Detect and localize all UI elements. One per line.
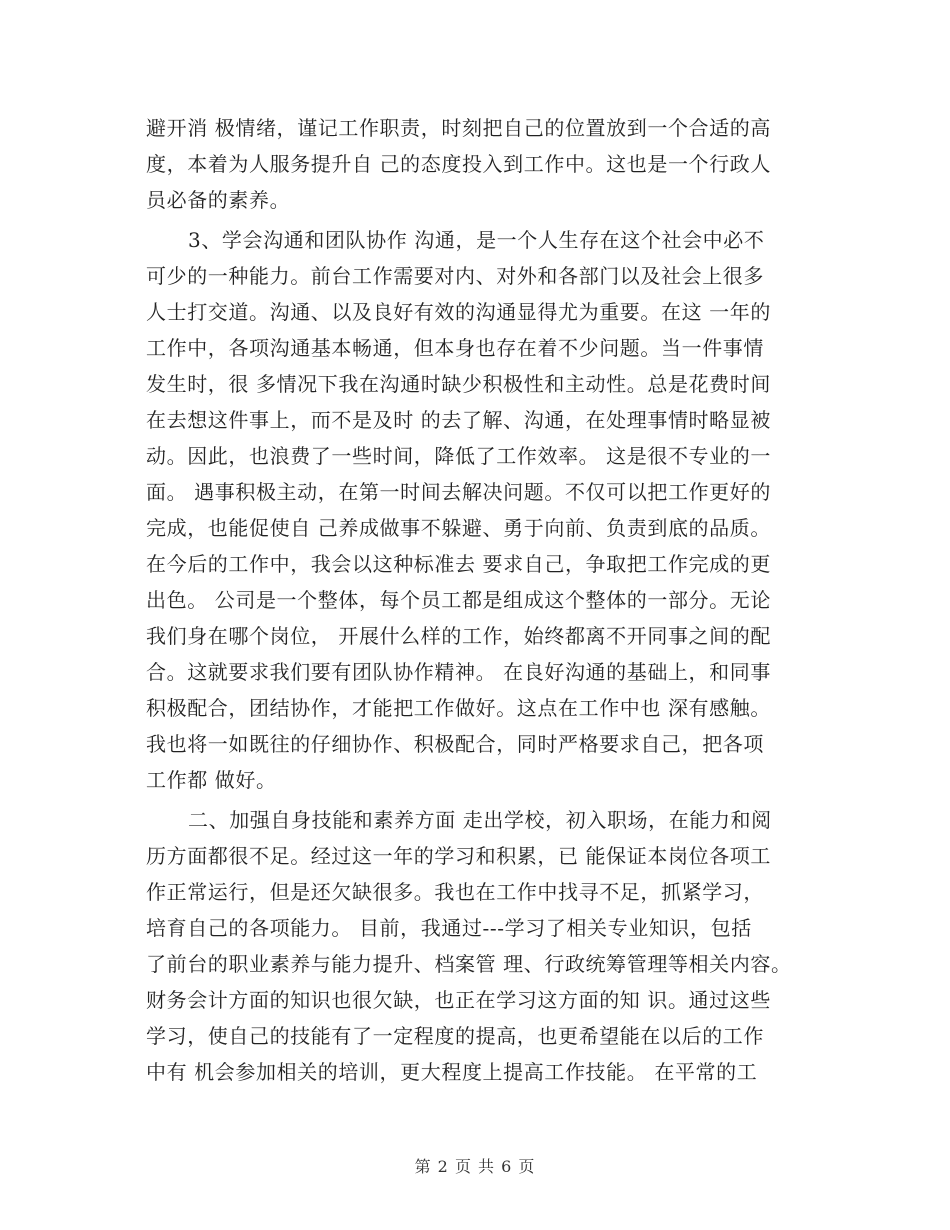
text-line: 避开消 极情绪，谨记工作职责，时刻把自己的位置放到一个合适的高 (146, 116, 771, 140)
text-line: 发生时，很 多情况下我在沟通时缺少积极性和主动性。总是花费时间 (146, 372, 771, 396)
text-line: 作正常运行，但是还欠缺很多。我也在工作中找寻不足，抓紧学习， (146, 880, 764, 904)
page-number-footer: 第 2 页 共 6 页 (414, 1157, 536, 1176)
text-line: 在去想这件事上，而不是及时 的去了解、沟通，在处理事情时略显被 (146, 408, 771, 432)
text-line: 合。这就要求我们要有团队协作精神。 在良好沟通的基础上，和同事 (146, 660, 771, 684)
text-line: 可少的一种能力。前台工作需要对内、对外和各部门以及社会上很多 (146, 264, 764, 288)
text-line: 完成，也能促使自 己养成做事不躲避、勇于向前、负责到底的品质。 (146, 516, 771, 540)
text-line: 历方面都很不足。经过这一年的学习和积累，已 能保证本岗位各项工 (146, 844, 771, 868)
text-line: 度，本着为人服务提升自 己的态度投入到工作中。这也是一个行政人 (146, 152, 771, 176)
text-line: 人士打交道。沟通、以及良好有效的沟通显得尤为重要。在这 一年的 (146, 300, 771, 324)
text-line: 3、学会沟通和团队协作 沟通，是一个人生存在这个社会中必不 (188, 228, 765, 252)
text-line: 工作都 做好。 (146, 768, 277, 792)
text-line: 二、加强自身技能和素养方面 走出学校，初入职场，在能力和阅 (188, 808, 772, 832)
text-line: 出色。 公司是一个整体，每个员工都是组成这个整体的一部分。无论 (146, 588, 771, 612)
text-line: 学习，使自己的技能有了一定程度的提高，也更希望能在以后的工作 (146, 1024, 764, 1048)
text-line: 我们身在哪个岗位， 开展什么样的工作，始终都离不开同事之间的配 (146, 624, 771, 648)
text-line: 员必备的素养。 (146, 188, 291, 212)
text-line: 了前台的职业素养与能力提升、档案管 理、行政统筹管理等相关内容。 (146, 952, 792, 976)
text-line: 我也将一如既往的仔细协作、积极配合，同时严格要求自己，把各项 (146, 732, 764, 756)
text-line: 中有 机会参加相关的培训，更大程度上提高工作技能。 在平常的工 (146, 1060, 758, 1084)
text-line: 面。 遇事积极主动，在第一时间去解决问题。不仅可以把工作更好的 (146, 480, 771, 504)
text-line: 动。因此，也浪费了一些时间，降低了工作效率。 这是很不专业的一 (146, 444, 771, 468)
text-line: 积极配合，团结协作，才能把工作做好。这点在工作中也 深有感触。 (146, 696, 771, 720)
text-line: 培育自己的各项能力。 目前，我通过---学习了相关专业知识，包括 (146, 916, 752, 940)
text-line: 工作中，各项沟通基本畅通，但本身也存在着不少问题。当一件事情 (146, 336, 764, 360)
text-line: 财务会计方面的知识也很欠缺，也正在学习这方面的知 识。通过这些 (146, 988, 771, 1012)
text-line: 在今后的工作中，我会以这种标准去 要求自己，争取把工作完成的更 (146, 552, 771, 576)
